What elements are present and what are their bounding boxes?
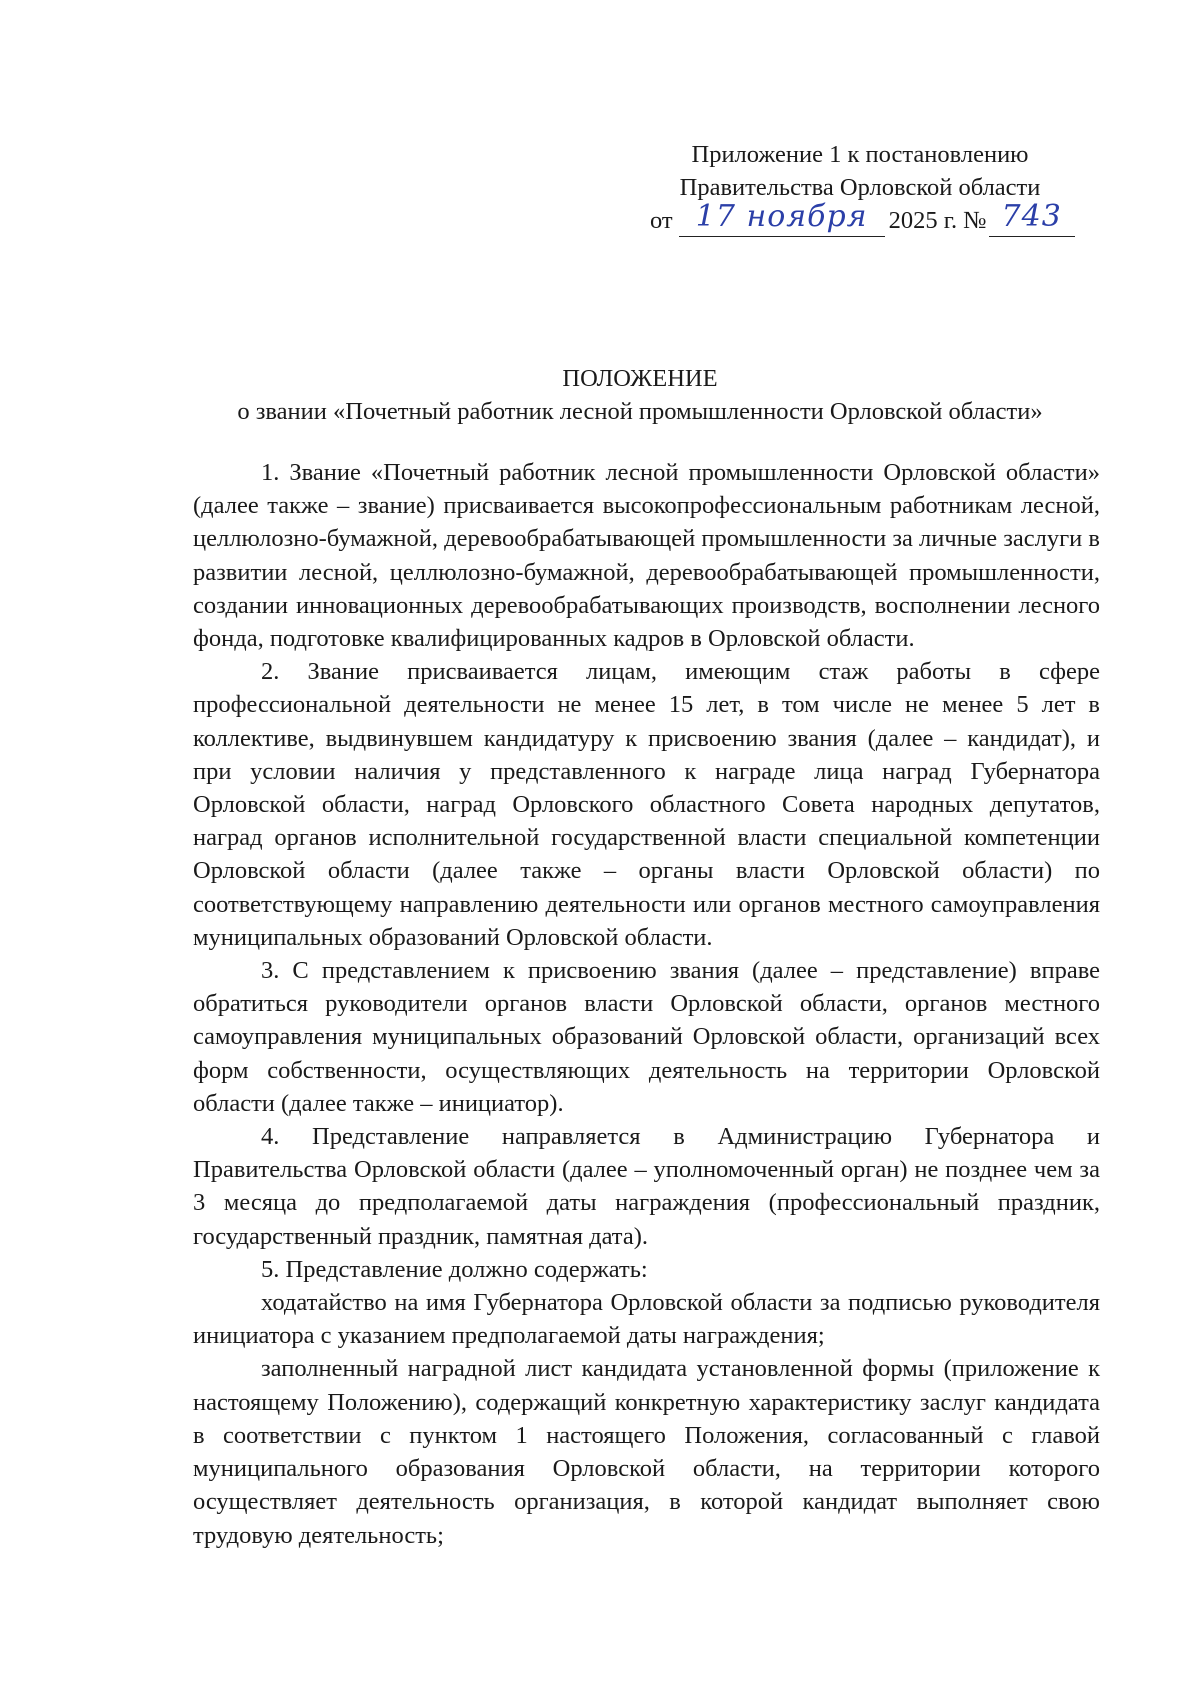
year-number-label: 2025 г. № <box>888 207 987 234</box>
document-body <box>193 456 1100 1552</box>
paragraph-4: 4. Представление направляется в Администрацию Губернатора и Правительства Орловской области (далее – уполномоченный орган) не позднее чем за 3 месяца до предполагаемой даты награждения (профессиональный праздник, государственный праздник, памятная дата). <box>193 1123 1100 1250</box>
date-blank <box>679 199 885 237</box>
document-title: ПОЛОЖЕНИЕ <box>562 365 718 392</box>
paragraph-5-item-2: заполненный наградной лист кандидата установленной формы (приложение к настоящему Положению), содержащий конкретную характеристику заслуг кандидата в соответствии с пунктом 1 настоящего Положения, согласованный с главой муниципального образования Орловской области, на территории которого осуществляет деятельность организация, в которой кандидат выполняет свою трудовую деятельность; <box>193 1355 1100 1549</box>
appendix-line-1: Приложение 1 к постановлению <box>691 141 1029 168</box>
paragraph-1: 1. Звание «Почетный работник лесной промышленности Орловской области» (далее также – звание) присваивается высокопрофессиональным работникам лесной, целлюлозно-бумажной, деревообрабатывающей промышленности за личные заслуги в развитии лесной, целлюлозно-бумажной, деревообрабатывающей промышленности, создании инновационных деревообрабатывающих производств, восполнении лесного фонда, подготовке квалифицированных кадров в Орловской области. <box>193 459 1100 653</box>
paragraph-2: 2. Звание присваивается лицам, имеющим стаж работы в сфере профессиональной деятельности не менее 15 лет, в том числе не менее 5 лет в коллективе, выдвинувшем кандидатуру к присвоению звания (далее – кандидат), и при условии наличия у представленного к награде лица наград Губернатора Орловской области, наград Орловского областного Совета народных депутатов, наград органов исполнительной государственной власти специальной компетенции Орловской области (далее также – органы власти Орловской области) по соответствующему направлению деятельности или органов местного самоуправления муниципальных образований Орловской области. <box>193 658 1100 951</box>
document-heading <box>180 362 1100 428</box>
appendix-block <box>650 138 1070 237</box>
handwritten-date: 17 ноября <box>695 199 868 234</box>
appendix-date-line <box>650 199 1070 237</box>
paragraph-5: 5. Представление должно содержать: <box>261 1255 648 1283</box>
from-label: от <box>650 207 673 234</box>
paragraph-3: 3. С представлением к присвоению звания (далее – представление) вправе обратиться руководители органов власти Орловской области, органов местного самоуправления муниципальных образований Орловской области, организаций всех форм собственности, осуществляющих деятельность на территории Орловской области (далее также – инициатор). <box>193 957 1100 1117</box>
number-blank <box>989 199 1075 237</box>
document-subtitle: о звании «Почетный работник лесной промышленности Орловской области» <box>237 398 1043 425</box>
appendix-line-2: Правительства Орловской области <box>679 174 1041 201</box>
paragraph-5-item-1: ходатайство на имя Губернатора Орловской области за подписью руководителя инициатора с указанием предполагаемой даты награждения; <box>193 1289 1100 1350</box>
handwritten-number: 743 <box>1001 199 1062 234</box>
